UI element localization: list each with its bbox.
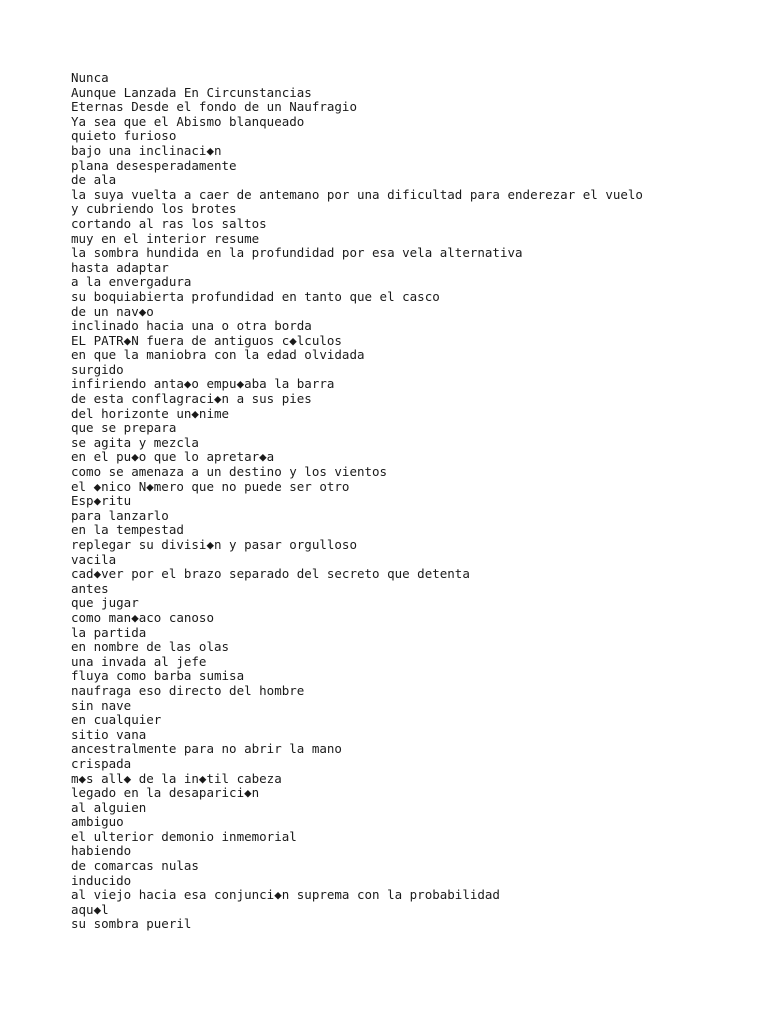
poem-line: inducido <box>71 872 132 888</box>
poem-line: en que la maniobra con la edad olvidada <box>71 347 365 363</box>
poem-line: replegar su divisi◆n y pasar orgulloso <box>71 537 357 552</box>
poem-line: antes <box>71 580 109 596</box>
poem-line: que jugar <box>71 595 139 611</box>
poem-line: una invada al jefe <box>71 653 207 669</box>
poem-line: su boquiabierta profundidad en tanto que el casco <box>71 288 440 304</box>
poem-line: cad◆ver por el brazo separado del secreto que detenta <box>71 566 470 582</box>
poem-line: en cualquier <box>71 712 162 728</box>
poem-line: al alguien <box>71 799 147 815</box>
poem-line: el ◆nico N◆mero que no puede ser otro <box>71 478 350 494</box>
poem-line: a la envergadura <box>71 274 192 290</box>
poem-line: el ulterior demonio inmemorial <box>71 828 297 844</box>
poem-line: Nunca <box>71 70 109 85</box>
poem-line: m◆s all◆ de la in◆til cabeza <box>71 770 282 786</box>
poem-line: muy en el interior resume <box>71 230 260 246</box>
poem-line: legado en la desaparici◆n <box>71 785 260 801</box>
poem-line: inclinado hacia una o otra borda <box>71 318 312 334</box>
poem-line: EL PATR◆N fuera de antiguos c◆lculos <box>71 332 342 348</box>
poem-line: hasta adaptar <box>71 259 169 275</box>
poem-line: como se amenaza a un destino y los vientos <box>71 464 388 480</box>
poem-line: vacila <box>71 551 117 567</box>
poem-line: plana desesperadamente <box>71 157 237 173</box>
poem-line: su sombra pueril <box>71 916 192 932</box>
poem-line: de comarcas nulas <box>71 858 199 874</box>
poem-line: al viejo hacia esa conjunci◆n suprema con la probabilidad <box>71 887 500 903</box>
poem-line: Aunque Lanzada En Circunstancias <box>71 84 312 100</box>
poem-line: de ala <box>71 172 117 188</box>
poem-text-block <box>71 71 643 932</box>
poem-line: de esta conflagraci◆n a sus pies <box>71 391 312 407</box>
poem-line: y cubriendo los brotes <box>71 201 237 217</box>
poem-line: para lanzarlo <box>71 507 169 523</box>
poem-line: aqu◆l <box>71 901 109 917</box>
poem-line: la suya vuelta a caer de antemano por una dificultad para enderezar el vuelo <box>71 186 643 202</box>
poem-line: naufraga eso directo del hombre <box>71 682 305 698</box>
poem-line: del horizonte un◆nime <box>71 405 230 421</box>
poem-line: Eternas Desde el fondo de un Naufragio <box>71 99 357 115</box>
poem-line: surgido <box>71 361 124 377</box>
poem-line: en la tempestad <box>71 522 184 538</box>
poem-line: como man◆aco canoso <box>71 609 214 625</box>
poem-line: fluya como barba sumisa <box>71 668 245 684</box>
poem-line: Esp◆ritu <box>71 493 132 509</box>
poem-line: Ya sea que el Abismo blanqueado <box>71 113 305 129</box>
poem-line: que se prepara <box>71 420 177 436</box>
poem-line: ambiguo <box>71 814 124 830</box>
poem-line: sitio vana <box>71 726 147 742</box>
poem-line: en nombre de las olas <box>71 639 230 655</box>
poem-line: de un nav◆o <box>71 303 154 319</box>
poem-line: sin nave <box>71 697 132 713</box>
poem-line: se agita y mezcla <box>71 434 199 450</box>
poem-line: ancestralmente para no abrir la mano <box>71 741 342 757</box>
poem-line: quieto furioso <box>71 128 177 144</box>
poem-line: cortando al ras los saltos <box>71 215 267 231</box>
poem-line: bajo una inclinaci◆n <box>71 142 222 158</box>
poem-line: habiendo <box>71 843 132 859</box>
poem-line: en el pu◆o que lo apretar◆a <box>71 449 275 465</box>
poem-line: la sombra hundida en la profundidad por esa vela alternativa <box>71 245 523 261</box>
poem-line: la partida <box>71 624 147 640</box>
poem-line: crispada <box>71 755 132 771</box>
poem-line: infiriendo anta◆o empu◆aba la barra <box>71 376 335 392</box>
